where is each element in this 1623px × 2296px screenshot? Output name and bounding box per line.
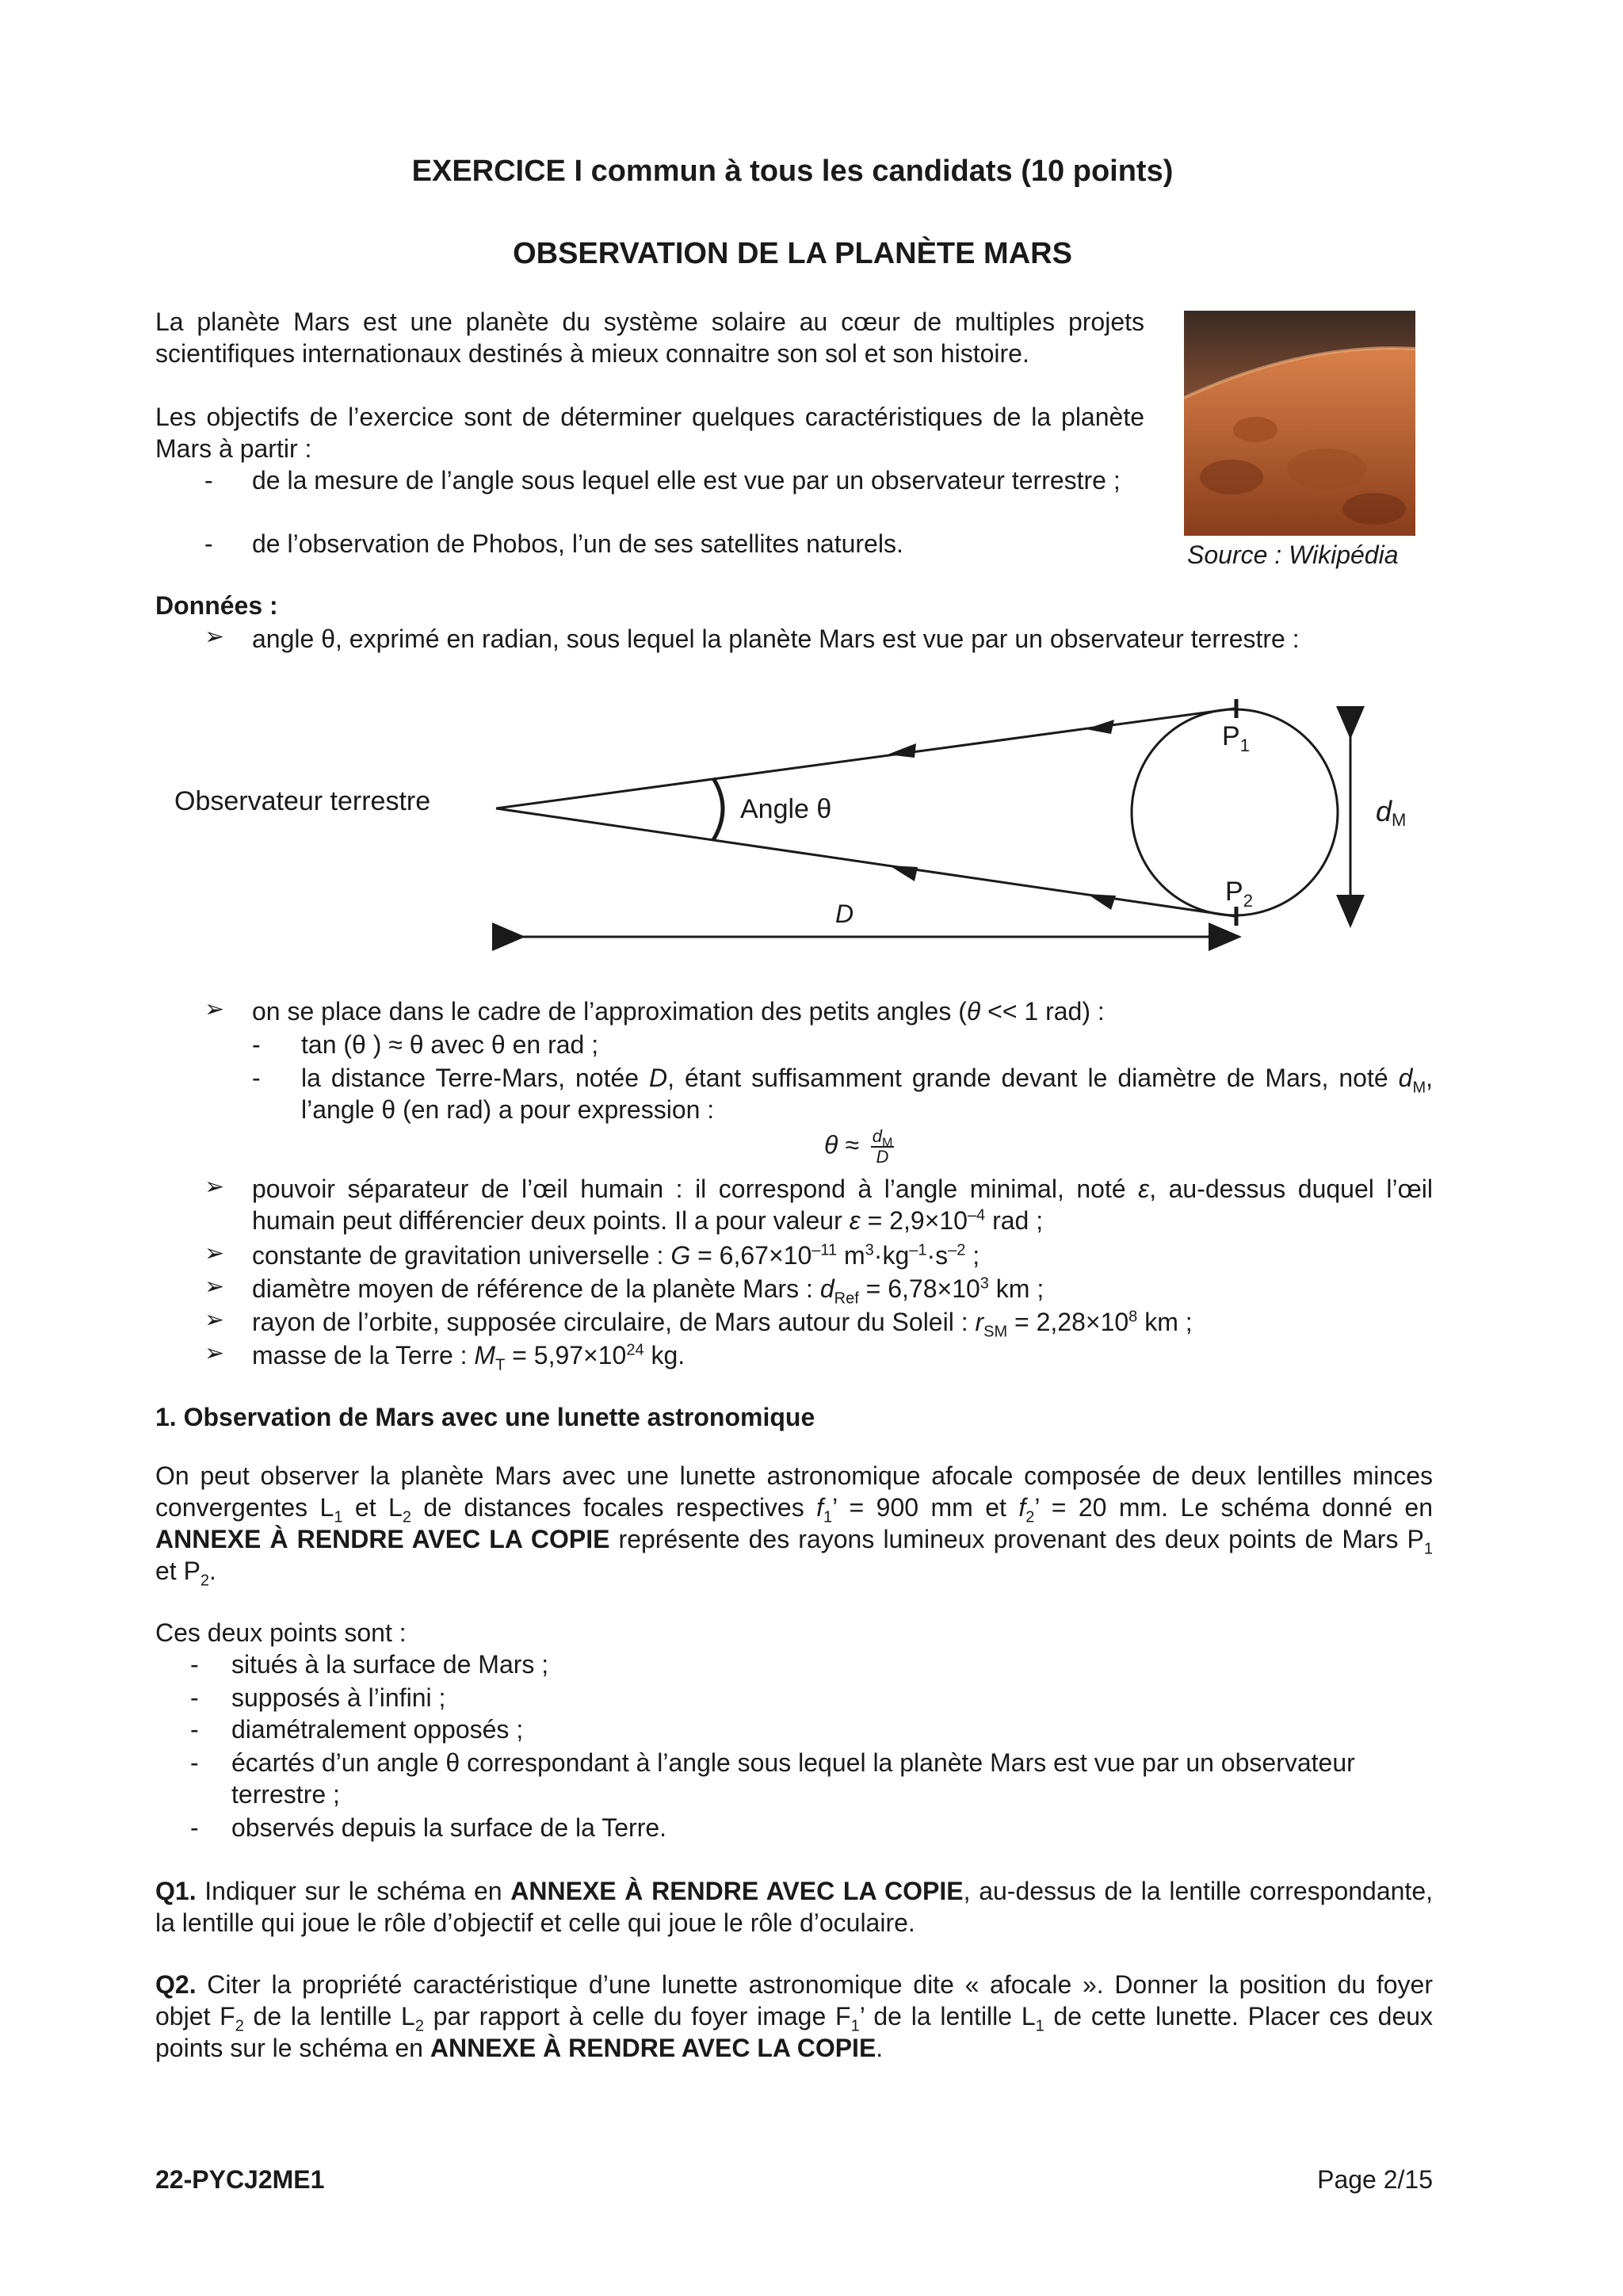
dash-icon: - <box>190 1715 199 1744</box>
dash-icon: - <box>190 1748 199 1777</box>
section-1-heading: 1. Observation de Mars avec une lunette astronomique <box>155 1403 815 1431</box>
objectives-paragraph: Les objectifs de l’exercice sont de déterminer quelques caractéristiques de la planète Mars à partir : <box>155 403 1144 463</box>
arrow-bullet-icon: ➢ <box>204 1307 225 1333</box>
arrow-bullet-icon: ➢ <box>204 1174 225 1200</box>
earth-mass: masse de la Terre : $M_T = 5,97\times 10^{24}$ kg. <box>252 1341 685 1374</box>
distance-item: la distance Terre-Mars, notée D, étant suffisamment grande devant le diamètre de Mars, noté $d_M$, l’angle θ (en rad) a pour expression : <box>301 1064 1434 1124</box>
donnees-heading: Données : <box>155 591 278 620</box>
objective-item-2: de l’observation de Phobos, l’un de ses satellites naturels. <box>252 529 903 558</box>
dash-icon: - <box>252 1064 261 1092</box>
formula: θ ≈ $\frac{d_M}{D}$ <box>824 1126 893 1167</box>
observer-label: Observateur terrestre <box>174 786 431 816</box>
upper-sight-line <box>496 709 1235 808</box>
point-item-1: situés à la surface de Mars ; <box>231 1650 549 1679</box>
d-label: D <box>835 900 854 928</box>
section-1-paragraph: On peut observer la planète Mars avec une lunette astronomique afocale composée de deux lentilles minces convergentes $L_1$ et $L_2$ de distances focales respectives $f_1$’ = 900 mm et $f_2$’ = 20 mm. Le schéma donné en ANNEXE À RENDRE AVEC LA COPIE représente des rayons lumineux provenant des deux points de Mars $P_1$ et $P_2$. <box>155 1461 1434 1590</box>
image-caption: Source : Wikipédia <box>1187 541 1399 569</box>
p1-label: $P_1$ <box>1222 721 1250 755</box>
arrow-bullet-icon: ➢ <box>204 624 225 650</box>
dash-icon: - <box>204 466 213 495</box>
point-item-5: observés depuis la surface de la Terre. <box>231 1813 667 1842</box>
point-item-4: écartés d’un angle θ correspondant à l’angle sous lequel la planète Mars est vue par un observateur terrestre ; <box>231 1748 1355 1809</box>
pouvoir-separateur: pouvoir séparateur de l’œil humain : il correspond à l’angle minimal, noté ε, au-dessus duquel l’œil humain peut différencier deux points. Il a pour valeur $\varepsilon = 2,9\times 10^{-4}$ rad ; <box>252 1175 1434 1235</box>
dash-icon: - <box>190 1813 199 1842</box>
subject-title: OBSERVATION DE LA PLANÈTE MARS <box>513 237 1072 270</box>
dash-icon: - <box>204 529 213 558</box>
point-item-2: supposés à l’infini ; <box>231 1683 446 1712</box>
arrow-bullet-icon: ➢ <box>204 1274 225 1300</box>
dash-icon: - <box>190 1650 199 1679</box>
exercise-title: EXERCICE I commun à tous les candidats (10 points) <box>411 155 1174 188</box>
points-intro: Ces deux points sont : <box>155 1618 407 1647</box>
footer-code: 22-PYCJ2ME1 <box>155 2165 325 2194</box>
gravitation-constant: constante de gravitation universelle : $G = 6,67\times 10^{-11}$ $m^3\cdot kg^{-1}\cdot s^{-2}$ ; <box>252 1241 980 1270</box>
question-1: Q1. Indiquer sur le schéma en ANNEXE À RENDRE AVEC LA COPIE, au-dessus de la lentille correspondante, la lentille qui joue le rôle d’objectif et celle qui joue le rôle d’oculaire. <box>155 1877 1434 1937</box>
mars-diameter: diamètre moyen de référence de la planète Mars : $d_{Ref} = 6,78\times 10^3$ km ; <box>252 1274 1044 1308</box>
arrow-bullet-icon: ➢ <box>204 1340 225 1366</box>
angle-diagram <box>155 682 1423 951</box>
intro-paragraph: La planète Mars est une planète du système solaire au cœur de multiples projets scientifiques internationaux destinés à mieux connaitre son sol et son histoire. <box>155 308 1144 368</box>
p2-label: $P_2$ <box>1225 877 1253 911</box>
objective-item-1: de la mesure de l’angle sous lequel elle est vue par un observateur terrestre ; <box>252 466 1121 495</box>
angle-arc <box>713 778 723 840</box>
mars-photo <box>1184 311 1415 536</box>
upper-arrow-2 <box>1086 720 1114 734</box>
angle-item: angle θ, exprimé en radian, sous lequel la planète Mars est vue par un observateur terrestre : <box>252 625 1300 653</box>
approx-intro: on se place dans le cadre de l’approximation des petits angles (θ << 1 rad) : <box>252 997 1105 1026</box>
arrow-bullet-icon: ➢ <box>204 996 225 1022</box>
lower-arrow-1 <box>889 865 918 881</box>
orbit-radius: rayon de l’orbite, supposée circulaire, de Mars autour du Soleil : $r_{SM} = 2,28\times 10^8$ km ; <box>252 1308 1193 1341</box>
question-2: Q2. Citer la propriété caractéristique d’une lunette astronomique dite « afocale ». Donner la position du foyer objet $F_2$ de la lentille $L_2$ par rapport à celle du foyer image $F_1$’ de la lentille $L_1$ de cette lunette. Placer ces deux points sur le schéma en ANNEXE À RENDRE AVEC LA COPIE. <box>155 1970 1434 2062</box>
angle-label: Angle θ <box>740 794 832 824</box>
tan-item: tan (θ ) ≈ θ avec θ en rad ; <box>301 1030 599 1059</box>
lower-arrow-2 <box>1087 894 1116 910</box>
lower-sight-line <box>496 808 1235 916</box>
dash-icon: - <box>190 1683 199 1712</box>
arrow-bullet-icon: ➢ <box>204 1240 225 1266</box>
dash-icon: - <box>252 1030 261 1059</box>
point-item-3: diamétralement opposés ; <box>231 1715 524 1744</box>
page-number: Page 2/15 <box>1317 2165 1433 2194</box>
dm-label: dM <box>1376 795 1407 830</box>
